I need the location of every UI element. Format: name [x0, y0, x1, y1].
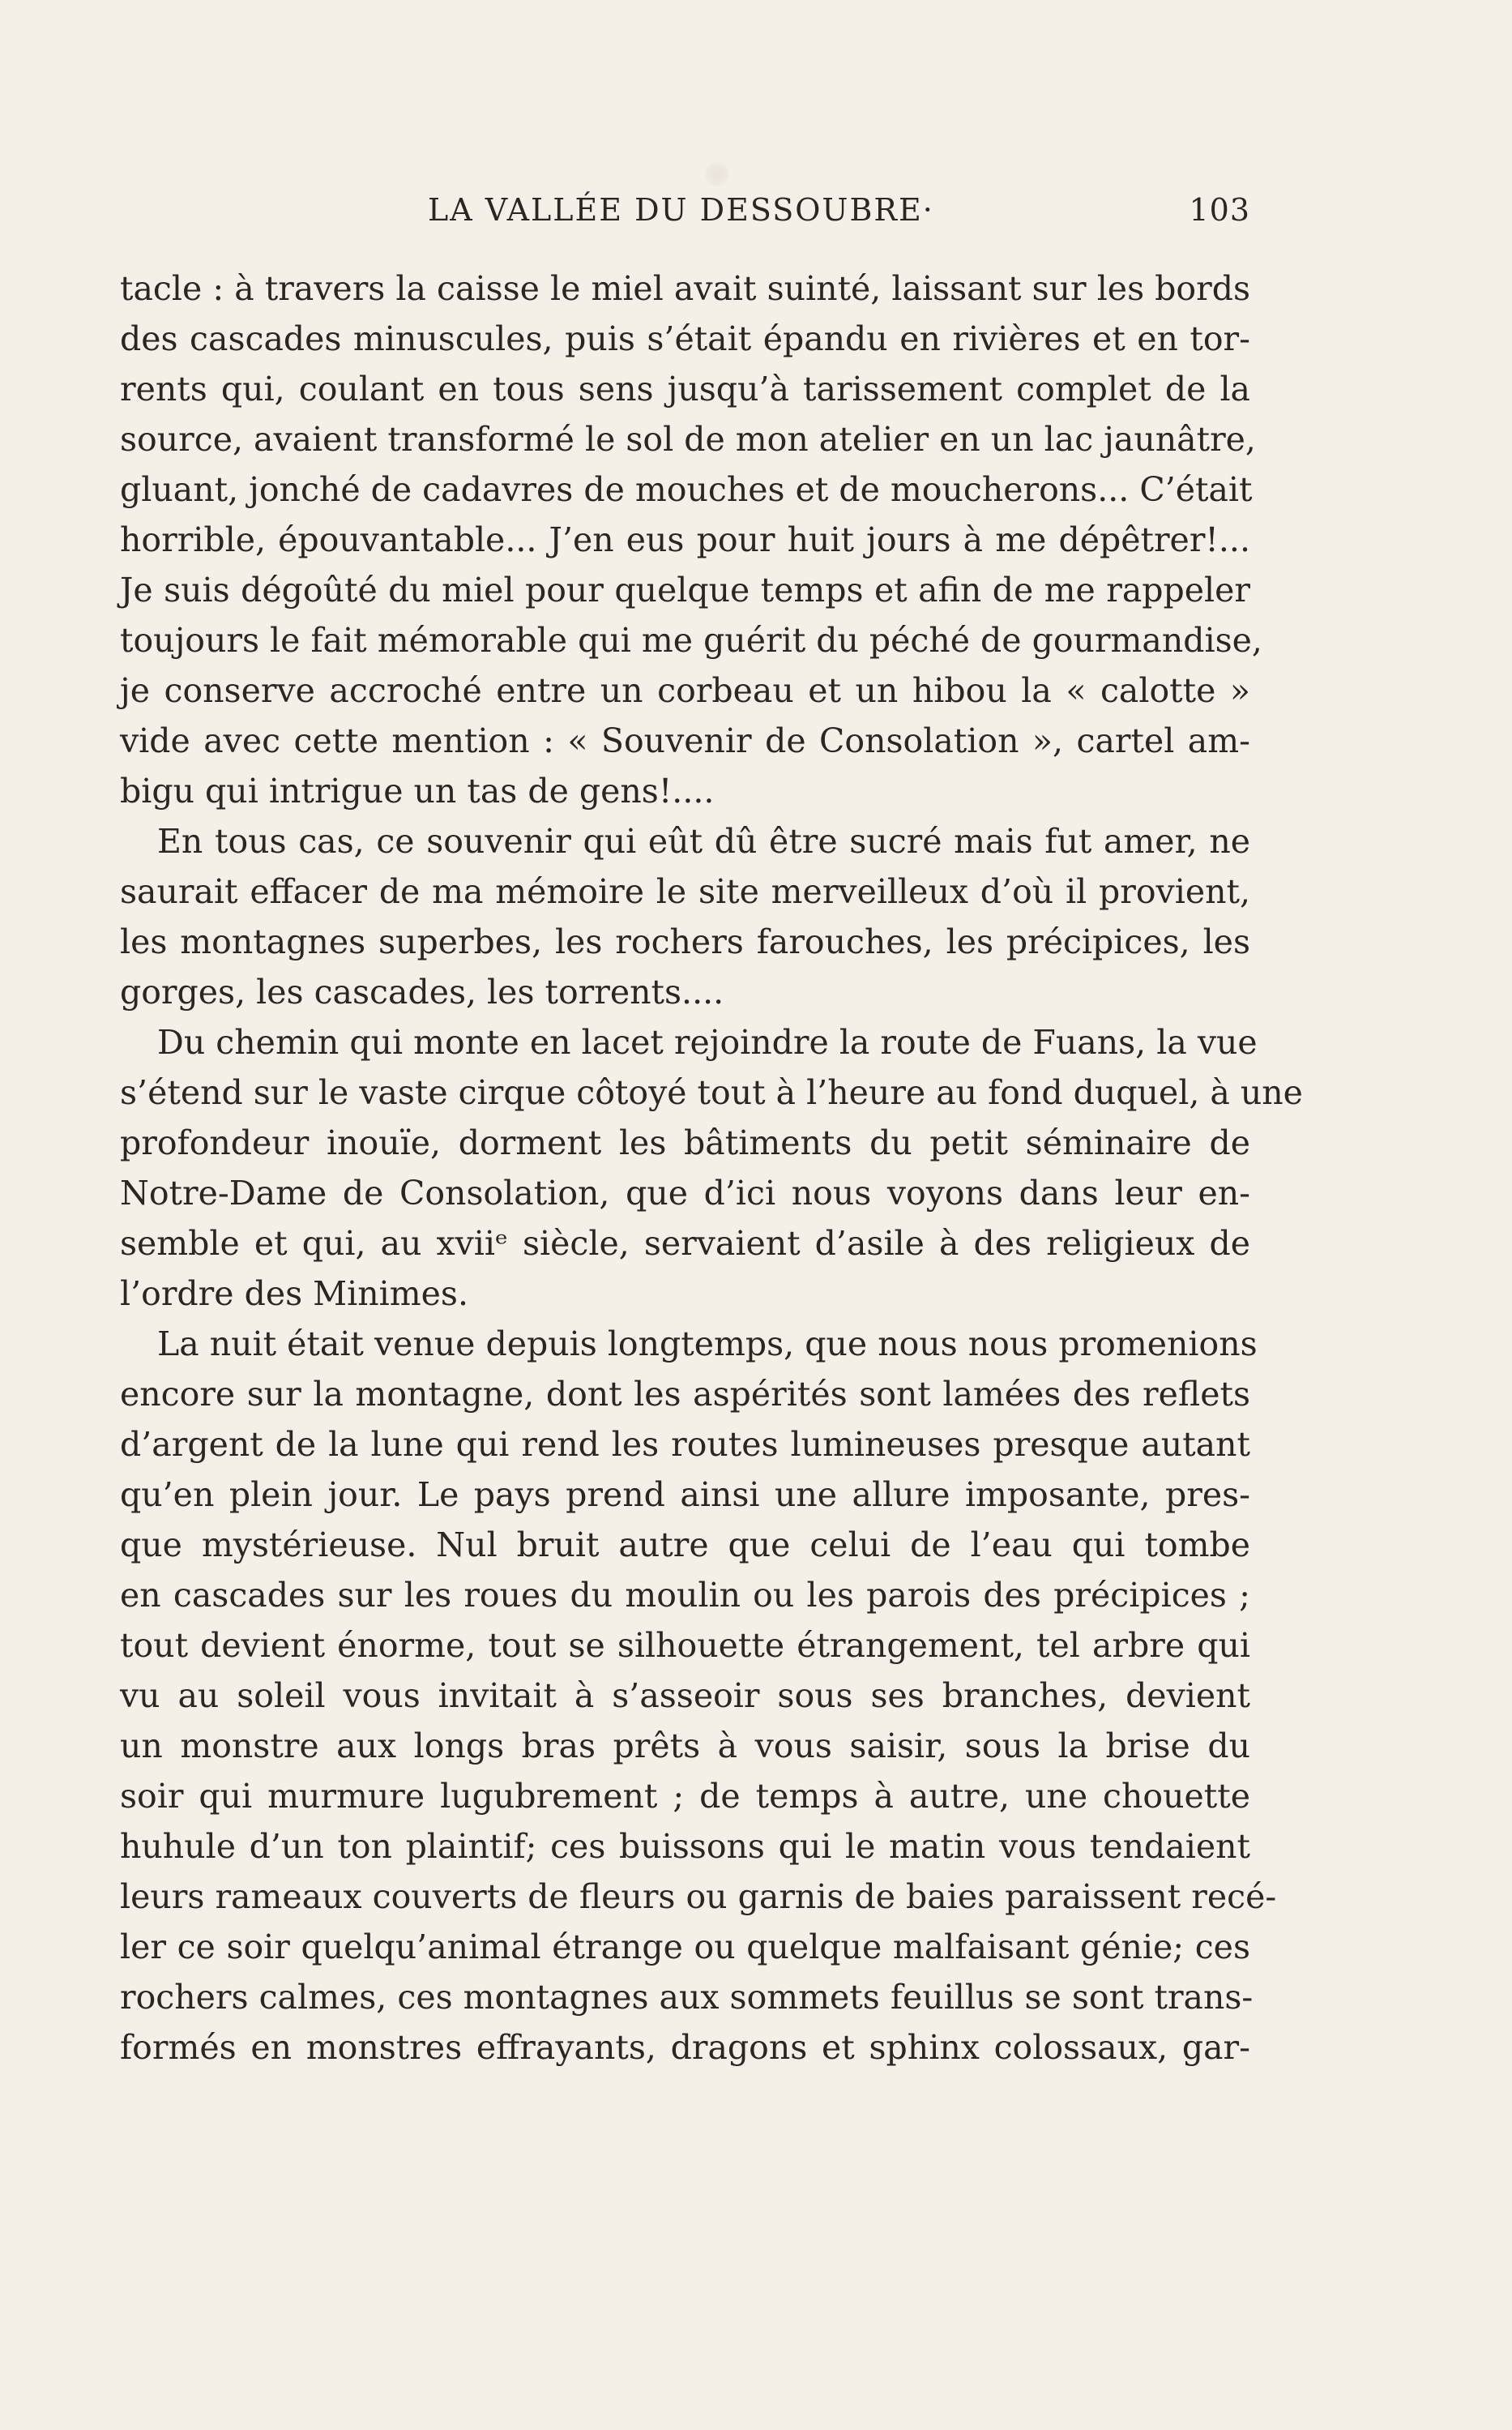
- text-line: source, avaient transformé le sol de mon atelier en un lac jaunâtre,: [120, 420, 1256, 459]
- text-line: encore sur la montagne, dont les aspérités sont lamées des reflets: [120, 1375, 1250, 1414]
- text-line: que mystérieuse. Nul bruit autre que celui de l’eau qui tombe: [120, 1525, 1250, 1564]
- text-line: Notre-Dame de Consolation, que d’ici nous voyons dans leur en-: [120, 1174, 1250, 1213]
- text-line: en cascades sur les roues du moulin ou les parois des précipices ;: [120, 1576, 1250, 1615]
- text-line: vide avec cette mention : « Souvenir de Consolation », cartel am-: [120, 721, 1250, 760]
- text-line: je conserve accroché entre un corbeau et un hibou la « calotte »: [120, 671, 1250, 710]
- text-line: l’ordre des Minimes.: [120, 1274, 468, 1313]
- text-line: gorges, les cascades, les torrents....: [120, 973, 724, 1012]
- text-line: rochers calmes, ces montagnes aux sommets feuillus se sont trans-: [120, 1978, 1254, 2017]
- text-line: rents qui, coulant en tous sens jusqu’à tarissement complet de la: [120, 370, 1250, 409]
- text-line: s’étend sur le vaste cirque côtoyé tout à l’heure au fond duquel, à une: [120, 1073, 1303, 1112]
- text-line: tout devient énorme, tout se silhouette étrangement, tel arbre qui: [120, 1626, 1250, 1665]
- running-header: [120, 192, 1250, 241]
- text-line: qu’en plein jour. Le pays prend ainsi une allure imposante, pres-: [120, 1475, 1250, 1514]
- text-line: les montagnes superbes, les rochers farouches, les précipices, les: [120, 922, 1250, 961]
- page-number: 103: [1189, 192, 1250, 228]
- paper-stain: [705, 162, 729, 186]
- text-line: un monstre aux longs bras prêts à vous saisir, sous la brise du: [120, 1726, 1250, 1765]
- text-line: gluant, jonché de cadavres de mouches et de moucherons... C’était: [120, 470, 1253, 509]
- text-line: des cascades minuscules, puis s’était épandu en rivières et en tor-: [120, 319, 1250, 358]
- text-line: La nuit était venue depuis longtemps, que nous nous promenions: [157, 1324, 1258, 1363]
- running-title: LA VALLÉE DU DESSOUBRE·: [428, 192, 934, 228]
- text-line: formés en monstres effrayants, dragons et sphinx colossaux, gar-: [120, 2028, 1250, 2067]
- text-line: semble et qui, au xviiᵉ siècle, servaient d’asile à des religieux de: [120, 1224, 1250, 1263]
- text-line: bigu qui intrigue un tas de gens!....: [120, 772, 715, 811]
- text-line: vu au soleil vous invitait à s’asseoir sous ses branches, devient: [120, 1676, 1250, 1715]
- text-line: horrible, épouvantable... J’en eus pour huit jours à me dépêtrer!...: [120, 520, 1250, 559]
- text-line: d’argent de la lune qui rend les routes lumineuses presque autant: [120, 1425, 1250, 1464]
- text-line: ler ce soir quelqu’animal étrange ou quelque malfaisant génie; ces: [120, 1927, 1250, 1966]
- text-line: saurait effacer de ma mémoire le site merveilleux d’où il provient,: [120, 872, 1250, 911]
- text-line: toujours le fait mémorable qui me guérit du péché de gourmandise,: [120, 621, 1262, 660]
- text-line: tacle : à travers la caisse le miel avait suinté, laissant sur les bords: [120, 269, 1250, 308]
- text-line: soir qui murmure lugubrement ; de temps à autre, une chouette: [120, 1777, 1250, 1816]
- body-text: [120, 263, 1303, 2073]
- text-line: profondeur inouïe, dorment les bâtiments du petit séminaire de: [120, 1123, 1250, 1162]
- text-line: En tous cas, ce souvenir qui eût dû être sucré mais fut amer, ne: [157, 822, 1250, 861]
- text-line: Je suis dégoûté du miel pour quelque temps et afin de me rappeler: [120, 571, 1250, 610]
- text-line: huhule d’un ton plaintif; ces buissons qui le matin vous tendaient: [120, 1827, 1250, 1866]
- text-line: leurs rameaux couverts de fleurs ou garnis de baies paraissent recé-: [120, 1877, 1277, 1916]
- text-line: Du chemin qui monte en lacet rejoindre la route de Fuans, la vue: [157, 1023, 1258, 1062]
